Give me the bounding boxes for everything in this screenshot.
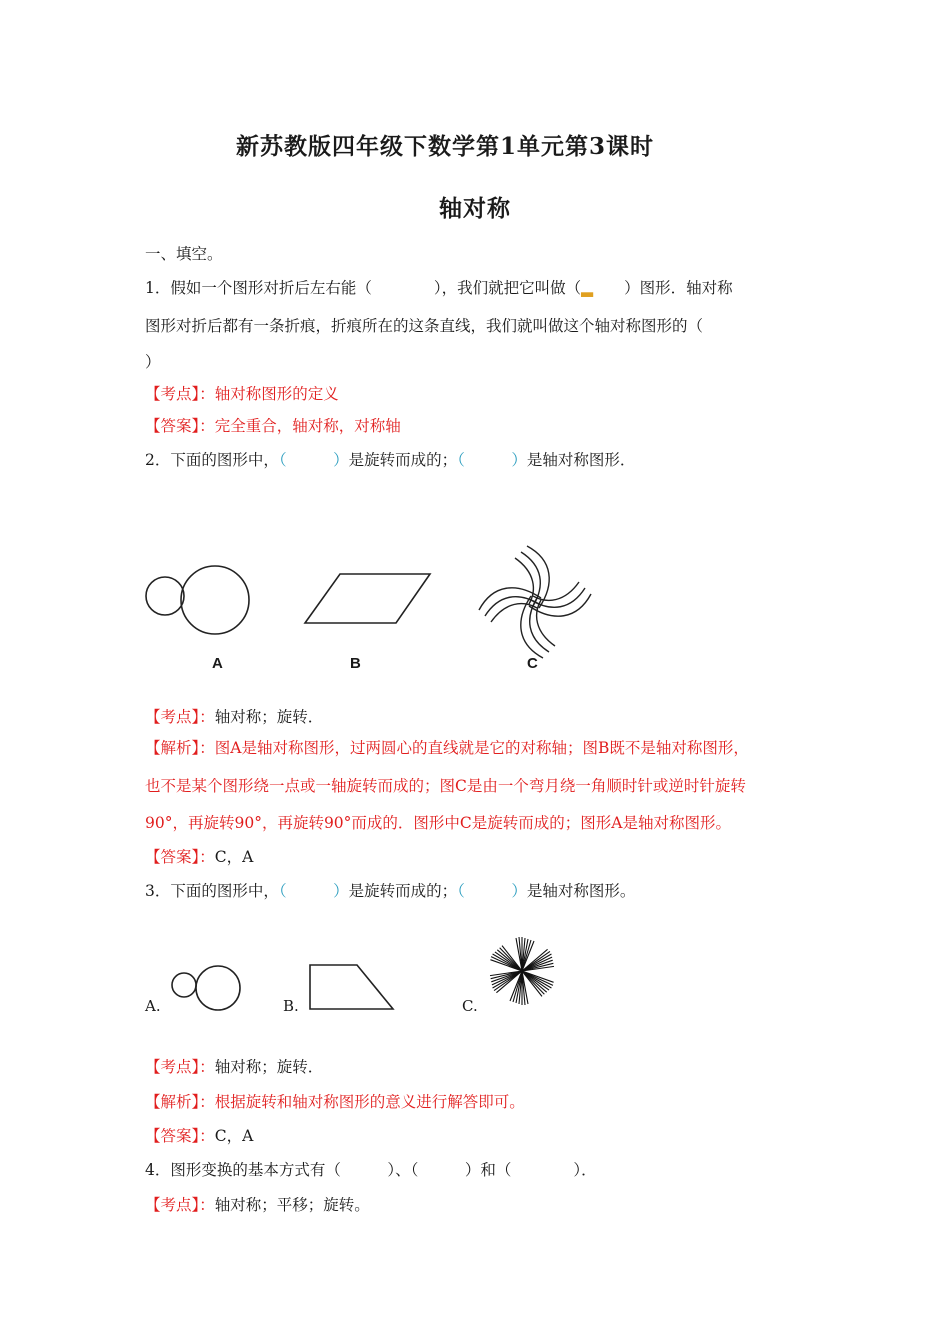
- q3-text-c: 是轴对称图形。: [526, 882, 636, 900]
- q2-question: [145, 450, 635, 470]
- q2-fig-label-c: C: [527, 655, 538, 672]
- q3-answer-tag: 【答案】：: [145, 1127, 215, 1145]
- q1-line2: 图形对折后都有一条折痕，折痕所在的这条直线，我们就叫做这个轴对称图形的（: [145, 317, 704, 335]
- q4-kaodian-tag: 【考点】：: [145, 1196, 215, 1214]
- q1-kaodian-text: 轴对称图形的定义: [214, 385, 339, 403]
- q3-figure-c-rotated-pinwheel: [485, 935, 565, 1015]
- q3-opt-label-a: A.: [145, 997, 161, 1015]
- q3-text-a: 3．下面的图形中，: [145, 882, 279, 900]
- q3-kaodian-tag: 【考点】：: [145, 1058, 215, 1076]
- q1-answer-tag: 【答案】：: [145, 417, 215, 435]
- q3-figure-b-trapezoid: [305, 962, 405, 1014]
- q1-line1: [145, 278, 733, 298]
- q2-figure-c-rotated-crescents: [480, 542, 600, 662]
- q3-text-b: 是旋转而成的；: [348, 882, 458, 900]
- q3-opt-label-c: C.: [462, 997, 478, 1015]
- q1-kaodian: [145, 384, 339, 404]
- q3-figure-a-two-circles: [168, 965, 248, 1015]
- page-subtitle: 轴对称: [439, 195, 511, 222]
- q2-kaodian: [145, 707, 323, 727]
- q3-kaodian-text: 轴对称；旋转．: [214, 1058, 324, 1076]
- q2-jiexi-line1: [145, 738, 749, 758]
- q3-paren-1: （ ）: [278, 882, 349, 900]
- q1-line3: ）: [145, 353, 161, 371]
- section-heading: 一、填空。: [145, 245, 223, 263]
- q4-kaodian: [145, 1195, 370, 1215]
- q3-jiexi-tag: 【解析】：: [145, 1093, 215, 1111]
- q2-fig-label-a: A: [212, 655, 223, 672]
- q2-text-c: 是轴对称图形．: [526, 451, 636, 469]
- q2-text-a: 2．下面的图形中，: [145, 451, 279, 469]
- q4-kaodian-text: 轴对称；平移；旋转。: [214, 1196, 370, 1214]
- q2-jiexi-text-1: 图A是轴对称图形，过两圆心的直线就是它的对称轴；图B既不是轴对称图形，: [214, 739, 749, 757]
- q1-text-c: ）图形．轴对称: [593, 279, 733, 297]
- q1-kaodian-tag: 【考点】：: [145, 385, 215, 403]
- q3-opt-label-b: B.: [283, 997, 299, 1015]
- q3-jiexi-text: 根据旋转和轴对称图形的意义进行解答即可。: [214, 1093, 525, 1111]
- q3-question: [145, 881, 635, 901]
- q2-jiexi-tag: 【解析】：: [145, 739, 215, 757]
- q2-fig-label-b: B: [350, 655, 361, 672]
- q2-paren-1: （ ）: [278, 451, 349, 469]
- q2-kaodian-tag: 【考点】：: [145, 708, 215, 726]
- q2-figure-b-parallelogram: [300, 571, 440, 631]
- page-title: 新苏教版四年级下数学第1单元第3课时: [235, 133, 654, 160]
- q2-jiexi-line3: 90°，再旋转90°，再旋转90°而成的．图形中C是旋转而成的；图形A是轴对称图形。: [145, 814, 731, 832]
- q2-paren-2: （ ）: [457, 451, 527, 469]
- q3-answer-text: C，A: [214, 1127, 254, 1145]
- q1-answer: [145, 416, 401, 436]
- q2-answer: [145, 847, 253, 867]
- q3-kaodian: [145, 1057, 323, 1077]
- q3-jiexi: [145, 1092, 525, 1112]
- q3-paren-2: （ ）: [457, 882, 527, 900]
- q1-marker-icon: ▂: [581, 279, 594, 297]
- q2-figure-a-two-circles: [140, 563, 260, 643]
- q2-answer-tag: 【答案】：: [145, 848, 215, 866]
- q2-text-b: 是旋转而成的；: [348, 451, 458, 469]
- q2-kaodian-text: 轴对称；旋转．: [214, 708, 324, 726]
- q3-answer: [145, 1126, 253, 1146]
- q2-answer-text: C，A: [214, 848, 254, 866]
- q1-answer-text: 完全重合，轴对称，对称轴: [214, 417, 401, 435]
- q2-jiexi-line2: 也不是某个图形绕一点或一轴旋转而成的；图C是由一个弯月绕一角顺时针或逆时针旋转: [145, 777, 746, 795]
- q1-text-a: 1．假如一个图形对折后左右能（ ）: [145, 279, 442, 297]
- q4-question: 4．图形变换的基本方式有（ ）、（ ）和（ ）．: [145, 1161, 597, 1179]
- q1-text-b: ，我们就把它叫做（: [441, 279, 582, 297]
